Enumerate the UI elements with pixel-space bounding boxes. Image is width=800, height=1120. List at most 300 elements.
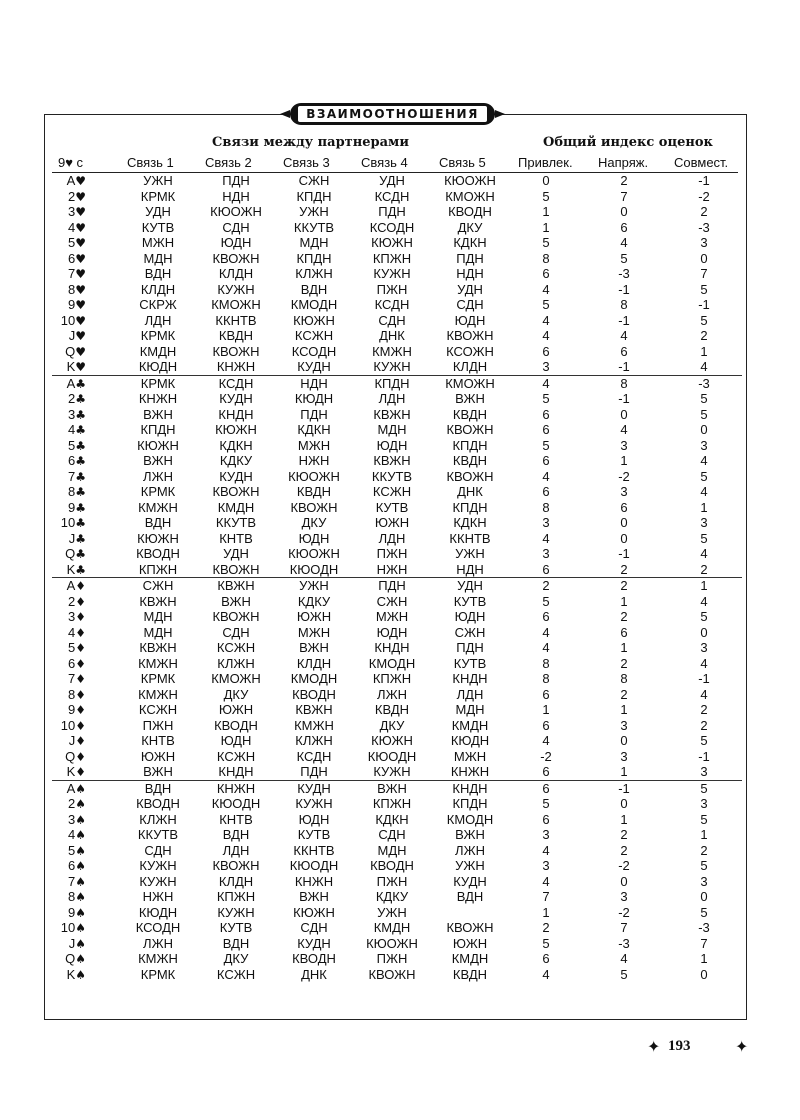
link1-cell: ЮЖН xyxy=(140,748,176,764)
compat-cell: 0 xyxy=(700,889,708,904)
link2-cell: КНДН xyxy=(218,764,254,779)
table-row xyxy=(52,359,742,375)
link3-cell: КПДН xyxy=(296,250,332,266)
compat-cell: -3 xyxy=(698,375,710,391)
compat-cell: 4 xyxy=(700,359,708,374)
suit-icon: ♥ xyxy=(75,313,86,328)
card-rank: 6 xyxy=(68,858,76,873)
tension-cell: 0 xyxy=(620,406,628,422)
link2-cell: КПЖН xyxy=(216,889,256,904)
compat-cell: 7 xyxy=(700,935,708,951)
attract-cell: 6 xyxy=(542,951,550,966)
attract-cell: 4 xyxy=(542,733,550,748)
header-compat: Совмест. xyxy=(674,155,729,170)
link2-cell: КУДН xyxy=(219,468,253,484)
tension-cell: 3 xyxy=(620,484,628,499)
compat-cell: -1 xyxy=(698,671,710,686)
tension-cell: 1 xyxy=(620,640,628,655)
card-rank: 6 xyxy=(68,250,76,266)
attract-cell: 6 xyxy=(542,422,550,437)
link4-cell: ДНК xyxy=(379,328,405,343)
link2-cell: КВЖН xyxy=(217,578,255,593)
table-row xyxy=(52,858,742,874)
link2-cell: ВДН xyxy=(222,935,250,951)
link2-cell: СДН xyxy=(222,624,250,640)
card-rank: 7 xyxy=(68,873,76,889)
attract-cell: 1 xyxy=(542,204,550,219)
attract-cell: 6 xyxy=(542,343,550,359)
card-rank: 10 xyxy=(60,920,76,935)
link3-cell: СЖН xyxy=(298,173,330,188)
suit-icon: ♥ xyxy=(75,267,86,281)
link3-cell: ДКУ xyxy=(301,515,327,530)
suit-icon: ♣ xyxy=(75,547,86,561)
link1-cell: КУЖН xyxy=(139,873,177,889)
card-cell xyxy=(56,391,86,408)
card-rank: 4 xyxy=(68,827,76,842)
card-cell xyxy=(56,812,86,829)
link2-cell: КНЖН xyxy=(216,359,256,374)
table-row xyxy=(52,625,742,641)
link1-cell: КЮДН xyxy=(138,904,178,920)
table-row xyxy=(52,546,742,562)
table-row xyxy=(52,594,742,610)
link4-cell: КПЖН xyxy=(372,671,412,686)
link1-cell: КСЖН xyxy=(138,702,178,717)
card-rank: 2 xyxy=(68,188,76,204)
suit-icon: ♣ xyxy=(75,392,86,406)
link4-cell: УДН xyxy=(379,173,405,188)
attract-cell: 4 xyxy=(542,312,550,328)
card-rank: A xyxy=(66,173,76,188)
link4-cell: КВОЖН xyxy=(368,966,416,982)
link1-cell: КМЖН xyxy=(138,655,178,671)
table-row xyxy=(52,297,742,313)
link4-cell: КЮОДН xyxy=(367,748,417,764)
link5-cell: КМДН xyxy=(451,951,489,966)
card-rank: 3 xyxy=(68,204,76,219)
compat-cell: -3 xyxy=(698,920,710,935)
attract-cell: 7 xyxy=(542,889,550,904)
compat-cell: 5 xyxy=(700,312,708,328)
table-row xyxy=(52,204,742,220)
link4-cell: КСЖН xyxy=(372,484,412,499)
card-cell xyxy=(56,671,86,688)
attract-cell: -2 xyxy=(540,748,552,764)
compat-cell: 0 xyxy=(700,624,708,640)
card-rank: 8 xyxy=(68,484,76,499)
link5-cell: СЖН xyxy=(454,624,486,640)
suit-icon: ♦ xyxy=(75,703,86,717)
card-cell xyxy=(56,422,86,439)
link5-cell: ККНТВ xyxy=(449,530,491,546)
compat-cell: 5 xyxy=(700,858,708,873)
tension-cell: 6 xyxy=(620,499,628,515)
card-cell xyxy=(56,313,86,330)
link5-cell: ВЖН xyxy=(455,827,485,842)
suit-icon: ♥ xyxy=(75,236,86,250)
card-rank: 4 xyxy=(68,422,76,437)
table-row xyxy=(52,173,742,189)
link3-cell: КУТВ xyxy=(297,827,331,842)
link2-cell: КДКН xyxy=(219,437,253,453)
card-cell xyxy=(56,656,86,673)
tension-cell: 0 xyxy=(620,530,628,546)
link2-cell: УДН xyxy=(223,546,249,561)
tension-cell: 0 xyxy=(620,515,628,530)
link2-cell: СДН xyxy=(222,219,250,235)
table-row xyxy=(52,874,742,890)
suit-icon: ♥ xyxy=(75,344,86,359)
suit-icon: ♦ xyxy=(75,718,86,733)
attract-cell: 5 xyxy=(542,188,550,204)
tension-cell: 2 xyxy=(620,578,628,593)
link4-cell: СДН xyxy=(378,827,406,842)
suit-icon: ♦ xyxy=(75,656,86,671)
card-rank: J xyxy=(68,935,76,951)
card-cell xyxy=(56,733,86,750)
link4-cell: КПЖН xyxy=(372,250,412,266)
header-link5: Связь 5 xyxy=(439,155,486,170)
attract-cell: 6 xyxy=(542,561,550,577)
attract-cell: 3 xyxy=(542,515,550,530)
card-cell xyxy=(56,220,86,237)
compat-cell: 3 xyxy=(700,764,708,779)
link4-cell: ВЖН xyxy=(377,780,407,796)
link4-cell: КМОДН xyxy=(368,655,416,671)
attract-cell: 5 xyxy=(542,593,550,609)
card-cell xyxy=(56,951,86,968)
suit-icon: ♣ xyxy=(75,438,86,453)
link5-cell: МЖН xyxy=(453,748,487,764)
link5-cell: КУТВ xyxy=(453,593,487,609)
link3-cell: ВЖН xyxy=(299,889,329,904)
link1-cell: КЮЖН xyxy=(137,530,179,546)
compat-cell: 0 xyxy=(700,250,708,266)
suit-icon: ♠ xyxy=(75,936,86,951)
link3-cell: КДКН xyxy=(297,422,331,437)
link4-cell: СДН xyxy=(378,312,406,328)
link5-cell: КЮОЖН xyxy=(444,173,496,188)
link4-cell: ЮДН xyxy=(376,624,408,640)
link5-cell: УЖН xyxy=(455,858,485,873)
card-cell xyxy=(56,546,86,563)
suit-icon: ♥ xyxy=(75,251,86,266)
link3-cell: КЮОЖН xyxy=(288,468,340,484)
link4-cell: КУЖН xyxy=(373,359,411,374)
suit-icon: ♠ xyxy=(75,890,86,904)
table-row xyxy=(52,469,742,485)
link1-cell: КМЖН xyxy=(138,951,178,966)
table-row xyxy=(52,609,742,625)
table-row xyxy=(52,656,742,672)
link3-cell: КЮОДН xyxy=(289,858,339,873)
link5-cell: КМДН xyxy=(451,717,489,733)
link5-cell: КЛДН xyxy=(452,359,488,374)
tension-cell: 4 xyxy=(620,422,628,437)
link3-cell: КСДН xyxy=(296,748,332,764)
card-cell xyxy=(56,594,86,611)
link5-cell: ПДН xyxy=(456,640,484,655)
card-cell xyxy=(56,609,86,626)
link4-cell: КУТВ xyxy=(375,499,409,515)
header-attract: Привлек. xyxy=(518,155,573,170)
table-row xyxy=(52,313,742,329)
link2-cell: КВОЖН xyxy=(212,609,260,624)
card-cell xyxy=(56,359,86,376)
card-rank: 6 xyxy=(68,453,76,468)
card-cell xyxy=(56,438,86,455)
card-rank: 10 xyxy=(60,312,76,328)
link3-cell: ВЖН xyxy=(299,640,329,655)
compat-cell: -3 xyxy=(698,219,710,235)
suit-icon: ♦ xyxy=(75,625,86,640)
header-link1: Связь 1 xyxy=(127,155,174,170)
link3-cell: КМОДН xyxy=(290,297,338,312)
link3-cell: КВДН xyxy=(296,484,332,499)
compat-cell: 1 xyxy=(700,827,708,842)
card-cell xyxy=(56,578,86,595)
link3-cell: КДКУ xyxy=(297,593,331,609)
link3-cell: СДН xyxy=(300,920,328,935)
link1-cell: КПЖН xyxy=(138,561,178,577)
link5-cell: КДКН xyxy=(453,515,487,530)
link1-cell: НЖН xyxy=(142,889,174,904)
link3-cell: КЮЖН xyxy=(293,312,335,328)
tension-cell: 8 xyxy=(620,375,628,391)
link3-cell: КВЖН xyxy=(295,702,333,717)
table-row xyxy=(52,687,742,703)
link1-cell: ВДН xyxy=(144,266,172,281)
link2-cell: КЮОДН xyxy=(211,796,261,811)
compat-cell: 3 xyxy=(700,515,708,530)
link2-cell: КНТВ xyxy=(219,530,253,546)
table-row xyxy=(52,391,742,407)
tension-cell: -3 xyxy=(618,266,630,281)
suit-icon: ♣ xyxy=(75,407,86,422)
link3-cell: КУЖН xyxy=(295,796,333,811)
link2-cell: КСЖН xyxy=(216,748,256,764)
link1-cell: КЮДН xyxy=(138,359,178,374)
table-row xyxy=(52,531,742,547)
link1-cell: КРМК xyxy=(140,188,176,204)
link1-cell: МЖН xyxy=(141,235,175,250)
compat-cell: 3 xyxy=(700,640,708,655)
link2-cell: ККУТВ xyxy=(215,515,257,530)
link2-cell: КМОЖН xyxy=(211,671,261,686)
link2-cell: ДКУ xyxy=(223,686,249,702)
card-rank: 3 xyxy=(68,811,76,827)
link3-cell: ККНТВ xyxy=(293,842,335,858)
compat-cell: 0 xyxy=(700,422,708,437)
link2-cell: КВОЖН xyxy=(212,561,260,577)
tension-cell: 7 xyxy=(620,920,628,935)
link1-cell: ЛДН xyxy=(144,312,172,328)
link3-cell: КУДН xyxy=(297,780,331,796)
link3-cell: НДН xyxy=(300,375,328,391)
suit-icon: ♠ xyxy=(75,921,86,935)
suit-icon: ♠ xyxy=(75,797,86,811)
link5-cell: УДН xyxy=(457,281,483,297)
compat-cell: -2 xyxy=(698,188,710,204)
link4-cell: ПЖН xyxy=(376,546,408,561)
link4-cell: ЛДН xyxy=(378,530,406,546)
card-rank: 3 xyxy=(68,406,76,422)
link4-cell: КМДН xyxy=(373,920,411,935)
link2-cell: ЛДН xyxy=(222,842,250,858)
tension-cell: 3 xyxy=(620,717,628,733)
card-rank: K xyxy=(66,966,76,982)
attract-cell: 3 xyxy=(542,827,550,842)
table-row xyxy=(52,936,742,952)
suit-icon: ♣ xyxy=(75,423,86,437)
link3-cell: КВОДН xyxy=(292,951,336,966)
link4-cell: КУЖН xyxy=(373,266,411,281)
table-row xyxy=(52,718,742,734)
table-row xyxy=(52,889,742,905)
link4-cell: ПДН xyxy=(378,204,406,219)
tension-cell: -2 xyxy=(618,904,630,920)
link5-cell: ЮДН xyxy=(454,312,486,328)
link4-cell: КСОДН xyxy=(369,219,415,235)
compat-cell: 5 xyxy=(700,811,708,827)
compat-cell: 3 xyxy=(700,235,708,250)
compat-cell: 5 xyxy=(700,406,708,422)
tension-cell: 8 xyxy=(620,671,628,686)
link1-cell: КВЖН xyxy=(139,640,177,655)
tension-cell: 2 xyxy=(620,609,628,624)
link4-cell: КВЖН xyxy=(373,406,411,422)
link3-cell: ПДН xyxy=(300,406,328,422)
card-rank: K xyxy=(66,764,76,779)
table-row xyxy=(52,484,742,500)
tension-cell: -1 xyxy=(618,312,630,328)
section-banner xyxy=(290,103,495,125)
page-star-left: ✦ xyxy=(647,1037,661,1056)
link5-cell: КВДН xyxy=(452,406,488,422)
card-rank: Q xyxy=(65,951,76,966)
card-rank: J xyxy=(68,733,76,748)
link3-cell: ВДН xyxy=(300,281,328,297)
link3-cell: ПДН xyxy=(300,764,328,779)
attract-cell: 1 xyxy=(542,904,550,920)
link3-cell: КЮЖН xyxy=(293,904,335,920)
link1-cell: ЛЖН xyxy=(143,468,173,484)
suit-icon: ♠ xyxy=(75,812,86,827)
link5-cell: ВЖН xyxy=(455,391,485,406)
suit-icon: ♥ xyxy=(75,189,86,204)
tension-cell: 2 xyxy=(620,561,628,577)
tension-cell: -3 xyxy=(618,935,630,951)
table-row xyxy=(52,266,742,282)
suit-icon: ♦ xyxy=(75,749,86,764)
attract-cell: 6 xyxy=(542,266,550,281)
suit-icon: ♦ xyxy=(75,765,86,779)
link3-cell: КУДН xyxy=(297,359,331,374)
tension-cell: -1 xyxy=(618,780,630,796)
table-row xyxy=(52,189,742,205)
suit-icon: ♣ xyxy=(75,500,86,515)
link2-cell: ПДН xyxy=(222,173,250,188)
tension-cell: 0 xyxy=(620,873,628,889)
compat-cell: -1 xyxy=(698,173,710,188)
compat-cell: 2 xyxy=(700,328,708,343)
link4-cell: УЖН xyxy=(377,904,407,920)
link5-cell: ЮДН xyxy=(454,609,486,624)
link2-cell: НДН xyxy=(222,188,250,204)
link5-cell: КНЖН xyxy=(450,764,490,779)
attract-cell: 5 xyxy=(542,935,550,951)
tension-cell: 3 xyxy=(620,748,628,764)
link2-cell: КВОДН xyxy=(214,717,258,733)
table-row xyxy=(52,515,742,531)
link3-cell: КЛДН xyxy=(296,655,332,671)
attract-cell: 4 xyxy=(542,966,550,982)
link5-cell: КПДН xyxy=(452,437,488,453)
table-row xyxy=(52,671,742,687)
compat-cell: 2 xyxy=(700,204,708,219)
card-rank: 10 xyxy=(60,717,76,733)
compat-cell: 1 xyxy=(700,578,708,593)
compat-cell: -1 xyxy=(698,297,710,312)
link3-cell: МЖН xyxy=(297,624,331,640)
attract-cell: 2 xyxy=(542,920,550,935)
section-banner-text: ВЗАИМООТНОШЕНИЯ xyxy=(298,106,487,122)
card-rank: A xyxy=(66,578,76,593)
card-rank: 9 xyxy=(68,904,76,920)
suit-icon: ♣ xyxy=(75,454,86,468)
header-tension: Напряж. xyxy=(598,155,649,170)
link1-cell: КРМК xyxy=(140,966,176,982)
link5-cell: МДН xyxy=(455,702,485,717)
card-cell xyxy=(56,515,86,532)
card-rank: 2 xyxy=(68,796,76,811)
link4-cell: КВДН xyxy=(374,702,410,717)
tension-cell: 4 xyxy=(620,235,628,250)
link5-cell: НДН xyxy=(456,561,484,577)
card-rank: 6 xyxy=(68,655,76,671)
table-row xyxy=(52,235,742,251)
attract-cell: 6 xyxy=(542,686,550,702)
link4-cell: КВЖН xyxy=(373,453,411,468)
link4-cell: ККУТВ xyxy=(371,468,413,484)
compat-cell: 4 xyxy=(700,593,708,609)
link2-cell: КЛДН xyxy=(218,873,254,889)
attract-cell: 4 xyxy=(542,375,550,391)
header-card: 9♥ с xyxy=(58,155,84,170)
attract-cell: 4 xyxy=(542,328,550,343)
link5-cell: ЛЖН xyxy=(455,842,485,858)
card-cell xyxy=(56,266,86,283)
link1-cell: МДН xyxy=(143,250,173,266)
link2-cell: КМДН xyxy=(217,499,255,515)
compat-cell: 3 xyxy=(700,437,708,453)
attract-cell: 3 xyxy=(542,858,550,873)
link4-cell: МДН xyxy=(377,842,407,858)
attract-cell: 5 xyxy=(542,297,550,312)
attract-cell: 3 xyxy=(542,359,550,374)
link3-cell: ККУТВ xyxy=(293,219,335,235)
link3-cell: УЖН xyxy=(299,578,329,593)
table-row xyxy=(52,749,742,765)
attract-cell: 1 xyxy=(542,219,550,235)
table-row xyxy=(52,407,742,423)
link5-cell: НДН xyxy=(456,266,484,281)
table-row xyxy=(52,843,742,859)
card-rank: 8 xyxy=(68,686,76,702)
suit-icon: ♥ xyxy=(75,360,86,374)
attract-cell: 8 xyxy=(542,250,550,266)
